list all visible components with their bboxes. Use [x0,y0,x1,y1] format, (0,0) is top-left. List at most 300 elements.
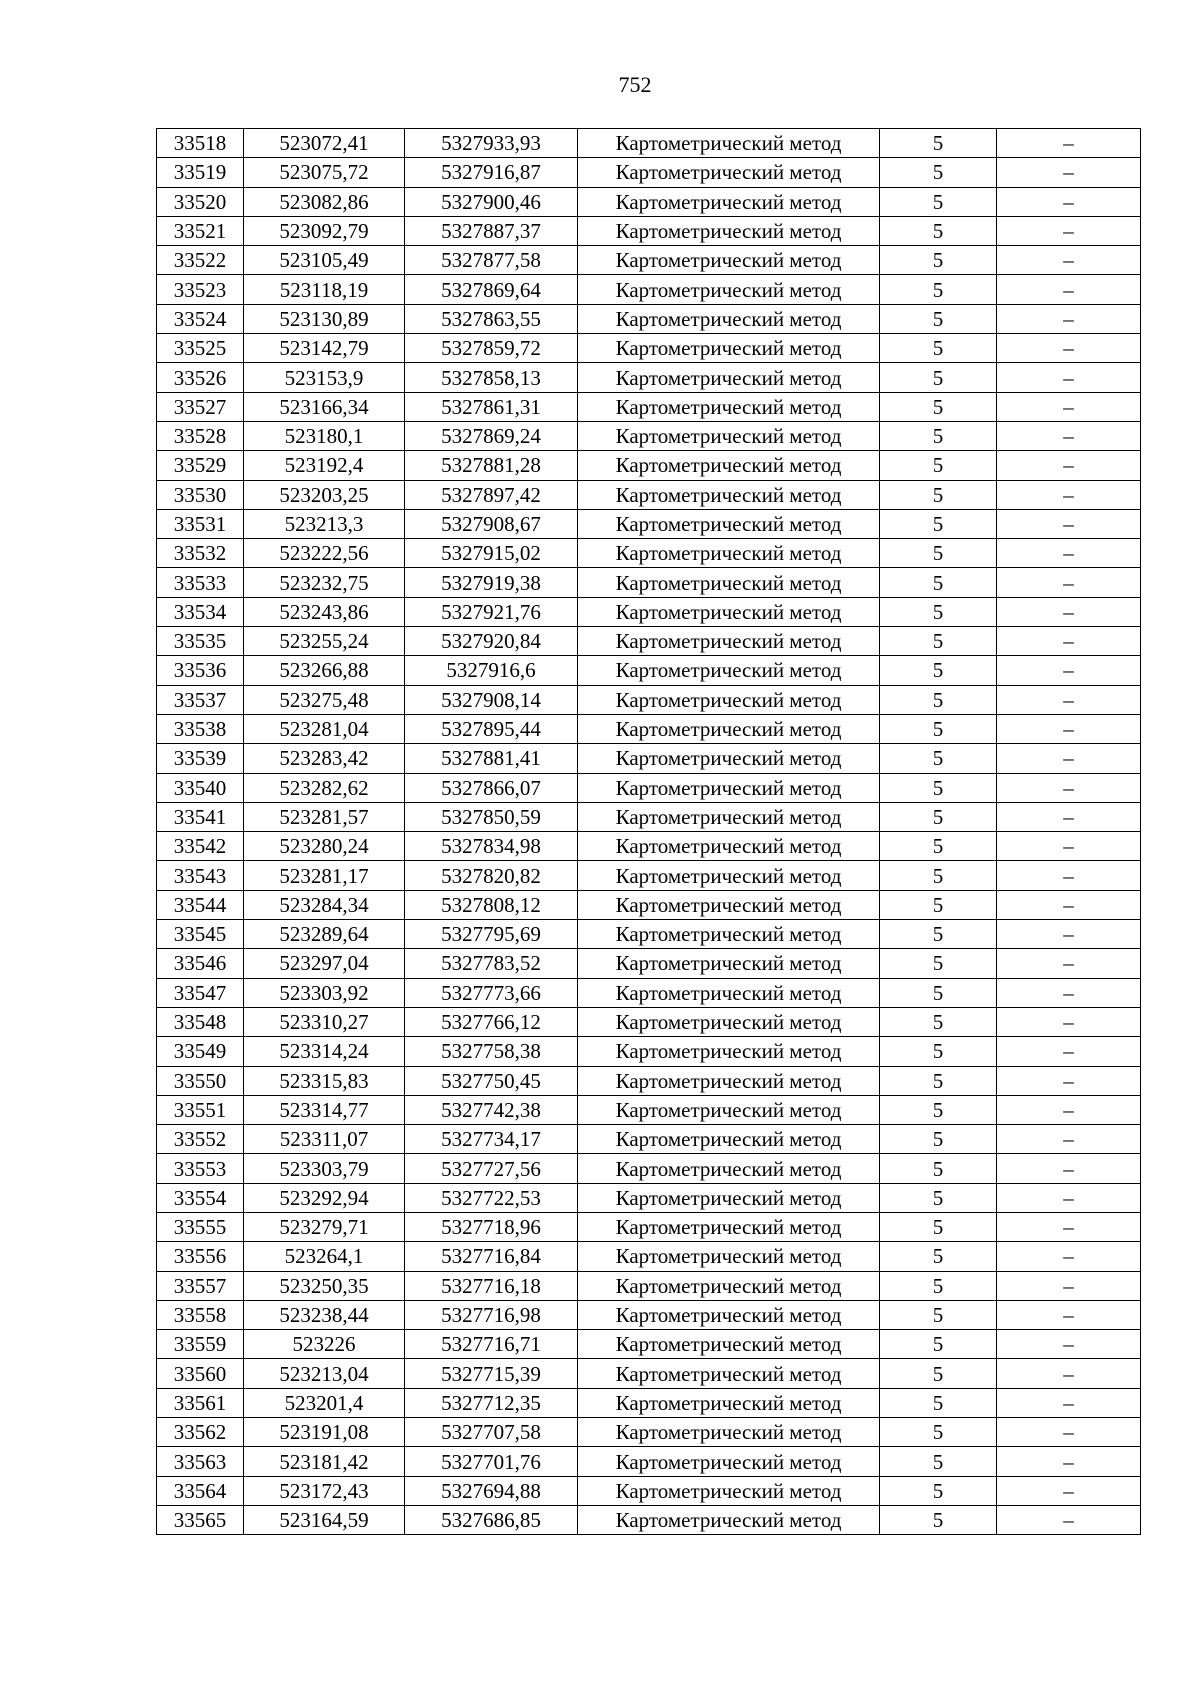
x-coordinate-cell: 523130,89 [244,304,405,333]
y-coordinate-cell: 5327820,82 [405,861,578,890]
table-row [157,1300,1141,1329]
y-coordinate-cell: 5327895,44 [405,714,578,743]
method-cell: Картометрический метод [578,451,880,480]
point-number-cell: 33532 [157,539,244,568]
table-row [157,1388,1141,1417]
x-coordinate-cell: 523105,49 [244,246,405,275]
x-coordinate-cell: 523072,41 [244,129,405,158]
x-coordinate-cell: 523172,43 [244,1476,405,1505]
note-cell: – [997,714,1141,743]
note-cell: – [997,1154,1141,1183]
accuracy-cell: 5 [880,568,997,597]
table-row [157,275,1141,304]
method-cell: Картометрический метод [578,304,880,333]
method-cell: Картометрический метод [578,744,880,773]
method-cell: Картометрический метод [578,890,880,919]
y-coordinate-cell: 5327861,31 [405,392,578,421]
y-coordinate-cell: 5327795,69 [405,920,578,949]
method-cell: Картометрический метод [578,539,880,568]
method-cell: Картометрический метод [578,334,880,363]
table-row [157,627,1141,656]
accuracy-cell: 5 [880,363,997,392]
accuracy-cell: 5 [880,246,997,275]
accuracy-cell: 5 [880,949,997,978]
x-coordinate-cell: 523281,57 [244,802,405,831]
table-row [157,1359,1141,1388]
y-coordinate-cell: 5327863,55 [405,304,578,333]
table-row [157,802,1141,831]
point-number-cell: 33549 [157,1037,244,1066]
x-coordinate-cell: 523303,92 [244,978,405,1007]
note-cell: – [997,802,1141,831]
accuracy-cell: 5 [880,861,997,890]
y-coordinate-cell: 5327859,72 [405,334,578,363]
y-coordinate-cell: 5327916,87 [405,158,578,187]
accuracy-cell: 5 [880,421,997,450]
y-coordinate-cell: 5327919,38 [405,568,578,597]
y-coordinate-cell: 5327686,85 [405,1505,578,1534]
method-cell: Картометрический метод [578,597,880,626]
table-row [157,832,1141,861]
y-coordinate-cell: 5327908,14 [405,685,578,714]
note-cell: – [997,539,1141,568]
accuracy-cell: 5 [880,1183,997,1212]
x-coordinate-cell: 523226 [244,1330,405,1359]
x-coordinate-cell: 523279,71 [244,1212,405,1241]
method-cell: Картометрический метод [578,158,880,187]
accuracy-cell: 5 [880,539,997,568]
method-cell: Картометрический метод [578,685,880,714]
point-number-cell: 33561 [157,1388,244,1417]
method-cell: Картометрический метод [578,1183,880,1212]
y-coordinate-cell: 5327716,71 [405,1330,578,1359]
table-row [157,1095,1141,1124]
table-row [157,949,1141,978]
y-coordinate-cell: 5327900,46 [405,187,578,216]
point-number-cell: 33543 [157,861,244,890]
x-coordinate-cell: 523238,44 [244,1300,405,1329]
method-cell: Картометрический метод [578,1388,880,1417]
point-number-cell: 33560 [157,1359,244,1388]
x-coordinate-cell: 523314,24 [244,1037,405,1066]
table-row [157,1505,1141,1534]
table-row [157,890,1141,919]
note-cell: – [997,656,1141,685]
note-cell: – [997,1212,1141,1241]
point-number-cell: 33548 [157,1007,244,1036]
accuracy-cell: 5 [880,1447,997,1476]
table-row [157,1154,1141,1183]
accuracy-cell: 5 [880,1388,997,1417]
note-cell: – [997,773,1141,802]
table-row [157,773,1141,802]
note-cell: – [997,978,1141,1007]
x-coordinate-cell: 523180,1 [244,421,405,450]
x-coordinate-cell: 523142,79 [244,334,405,363]
method-cell: Картометрический метод [578,509,880,538]
point-number-cell: 33542 [157,832,244,861]
x-coordinate-cell: 523164,59 [244,1505,405,1534]
note-cell: – [997,627,1141,656]
note-cell: – [997,1476,1141,1505]
table-row [157,1066,1141,1095]
accuracy-cell: 5 [880,802,997,831]
point-number-cell: 33525 [157,334,244,363]
note-cell: – [997,1359,1141,1388]
accuracy-cell: 5 [880,920,997,949]
table-row [157,363,1141,392]
accuracy-cell: 5 [880,1418,997,1447]
note-cell: – [997,509,1141,538]
note-cell: – [997,1388,1141,1417]
point-number-cell: 33529 [157,451,244,480]
note-cell: – [997,1271,1141,1300]
method-cell: Картометрический метод [578,802,880,831]
point-number-cell: 33546 [157,949,244,978]
method-cell: Картометрический метод [578,275,880,304]
table-row [157,1125,1141,1154]
point-number-cell: 33520 [157,187,244,216]
method-cell: Картометрический метод [578,1242,880,1271]
y-coordinate-cell: 5327881,28 [405,451,578,480]
accuracy-cell: 5 [880,187,997,216]
point-number-cell: 33521 [157,216,244,245]
y-coordinate-cell: 5327858,13 [405,363,578,392]
point-number-cell: 33545 [157,920,244,949]
method-cell: Картометрический метод [578,949,880,978]
y-coordinate-cell: 5327742,38 [405,1095,578,1124]
point-number-cell: 33564 [157,1476,244,1505]
method-cell: Картометрический метод [578,627,880,656]
note-cell: – [997,744,1141,773]
y-coordinate-cell: 5327881,41 [405,744,578,773]
method-cell: Картометрический метод [578,861,880,890]
note-cell: – [997,920,1141,949]
method-cell: Картометрический метод [578,656,880,685]
point-number-cell: 33556 [157,1242,244,1271]
accuracy-cell: 5 [880,304,997,333]
accuracy-cell: 5 [880,978,997,1007]
table-row [157,1183,1141,1212]
accuracy-cell: 5 [880,685,997,714]
method-cell: Картометрический метод [578,216,880,245]
note-cell: – [997,1418,1141,1447]
point-number-cell: 33540 [157,773,244,802]
note-cell: – [997,597,1141,626]
table-row [157,509,1141,538]
note-cell: – [997,1447,1141,1476]
x-coordinate-cell: 523092,79 [244,216,405,245]
point-number-cell: 33558 [157,1300,244,1329]
accuracy-cell: 5 [880,1359,997,1388]
x-coordinate-cell: 523289,64 [244,920,405,949]
accuracy-cell: 5 [880,890,997,919]
table-row [157,714,1141,743]
method-cell: Картометрический метод [578,714,880,743]
table-row [157,1447,1141,1476]
x-coordinate-cell: 523283,42 [244,744,405,773]
method-cell: Картометрический метод [578,1212,880,1241]
point-number-cell: 33539 [157,744,244,773]
coordinates-table [156,128,1141,1535]
point-number-cell: 33550 [157,1066,244,1095]
note-cell: – [997,832,1141,861]
note-cell: – [997,451,1141,480]
y-coordinate-cell: 5327916,6 [405,656,578,685]
accuracy-cell: 5 [880,1242,997,1271]
accuracy-cell: 5 [880,1007,997,1036]
x-coordinate-cell: 523281,17 [244,861,405,890]
point-number-cell: 33534 [157,597,244,626]
method-cell: Картометрический метод [578,773,880,802]
accuracy-cell: 5 [880,1330,997,1359]
method-cell: Картометрический метод [578,1476,880,1505]
accuracy-cell: 5 [880,480,997,509]
accuracy-cell: 5 [880,129,997,158]
x-coordinate-cell: 523153,9 [244,363,405,392]
y-coordinate-cell: 5327734,17 [405,1125,578,1154]
note-cell: – [997,421,1141,450]
y-coordinate-cell: 5327921,76 [405,597,578,626]
x-coordinate-cell: 523203,25 [244,480,405,509]
point-number-cell: 33530 [157,480,244,509]
method-cell: Картометрический метод [578,978,880,1007]
y-coordinate-cell: 5327915,02 [405,539,578,568]
accuracy-cell: 5 [880,656,997,685]
method-cell: Картометрический метод [578,1330,880,1359]
table-row [157,392,1141,421]
note-cell: – [997,861,1141,890]
y-coordinate-cell: 5327783,52 [405,949,578,978]
accuracy-cell: 5 [880,334,997,363]
table-row [157,246,1141,275]
point-number-cell: 33531 [157,509,244,538]
point-number-cell: 33551 [157,1095,244,1124]
table-row [157,568,1141,597]
method-cell: Картометрический метод [578,832,880,861]
table-row [157,334,1141,363]
note-cell: – [997,1125,1141,1154]
x-coordinate-cell: 523075,72 [244,158,405,187]
point-number-cell: 33524 [157,304,244,333]
method-cell: Картометрический метод [578,1359,880,1388]
point-number-cell: 33562 [157,1418,244,1447]
method-cell: Картометрический метод [578,246,880,275]
note-cell: – [997,1095,1141,1124]
accuracy-cell: 5 [880,714,997,743]
x-coordinate-cell: 523213,04 [244,1359,405,1388]
method-cell: Картометрический метод [578,1271,880,1300]
note-cell: – [997,1300,1141,1329]
y-coordinate-cell: 5327715,39 [405,1359,578,1388]
y-coordinate-cell: 5327920,84 [405,627,578,656]
y-coordinate-cell: 5327727,56 [405,1154,578,1183]
accuracy-cell: 5 [880,1095,997,1124]
accuracy-cell: 5 [880,216,997,245]
y-coordinate-cell: 5327866,07 [405,773,578,802]
note-cell: – [997,685,1141,714]
note-cell: – [997,949,1141,978]
note-cell: – [997,187,1141,216]
x-coordinate-cell: 523181,42 [244,1447,405,1476]
table-row [157,539,1141,568]
table-row [157,597,1141,626]
accuracy-cell: 5 [880,451,997,480]
method-cell: Картометрический метод [578,568,880,597]
point-number-cell: 33537 [157,685,244,714]
y-coordinate-cell: 5327933,93 [405,129,578,158]
point-number-cell: 33519 [157,158,244,187]
table-row [157,920,1141,949]
accuracy-cell: 5 [880,509,997,538]
method-cell: Картометрический метод [578,1125,880,1154]
accuracy-cell: 5 [880,1154,997,1183]
method-cell: Картометрический метод [578,392,880,421]
x-coordinate-cell: 523282,62 [244,773,405,802]
note-cell: – [997,1037,1141,1066]
note-cell: – [997,216,1141,245]
y-coordinate-cell: 5327897,42 [405,480,578,509]
method-cell: Картометрический метод [578,363,880,392]
point-number-cell: 33527 [157,392,244,421]
table-row [157,187,1141,216]
y-coordinate-cell: 5327712,35 [405,1388,578,1417]
x-coordinate-cell: 523310,27 [244,1007,405,1036]
x-coordinate-cell: 523303,79 [244,1154,405,1183]
note-cell: – [997,1505,1141,1534]
table-row [157,1242,1141,1271]
x-coordinate-cell: 523243,86 [244,597,405,626]
table-row [157,1476,1141,1505]
note-cell: – [997,363,1141,392]
point-number-cell: 33552 [157,1125,244,1154]
table-row [157,744,1141,773]
y-coordinate-cell: 5327716,84 [405,1242,578,1271]
accuracy-cell: 5 [880,1476,997,1505]
table-row [157,451,1141,480]
method-cell: Картометрический метод [578,1447,880,1476]
x-coordinate-cell: 523275,48 [244,685,405,714]
y-coordinate-cell: 5327766,12 [405,1007,578,1036]
accuracy-cell: 5 [880,275,997,304]
point-number-cell: 33553 [157,1154,244,1183]
note-cell: – [997,480,1141,509]
point-number-cell: 33544 [157,890,244,919]
point-number-cell: 33563 [157,1447,244,1476]
method-cell: Картометрический метод [578,1095,880,1124]
accuracy-cell: 5 [880,832,997,861]
method-cell: Картометрический метод [578,1418,880,1447]
y-coordinate-cell: 5327834,98 [405,832,578,861]
point-number-cell: 33547 [157,978,244,1007]
x-coordinate-cell: 523201,4 [244,1388,405,1417]
y-coordinate-cell: 5327850,59 [405,802,578,831]
x-coordinate-cell: 523315,83 [244,1066,405,1095]
accuracy-cell: 5 [880,773,997,802]
note-cell: – [997,246,1141,275]
table-row [157,1007,1141,1036]
method-cell: Картометрический метод [578,920,880,949]
point-number-cell: 33518 [157,129,244,158]
x-coordinate-cell: 523292,94 [244,1183,405,1212]
x-coordinate-cell: 523118,19 [244,275,405,304]
point-number-cell: 33565 [157,1505,244,1534]
note-cell: – [997,392,1141,421]
x-coordinate-cell: 523192,4 [244,451,405,480]
x-coordinate-cell: 523250,35 [244,1271,405,1300]
point-number-cell: 33535 [157,627,244,656]
y-coordinate-cell: 5327773,66 [405,978,578,1007]
accuracy-cell: 5 [880,597,997,626]
point-number-cell: 33533 [157,568,244,597]
accuracy-cell: 5 [880,627,997,656]
page-number: 752 [618,72,652,97]
point-number-cell: 33557 [157,1271,244,1300]
coordinates-table-body [157,129,1141,1535]
y-coordinate-cell: 5327869,64 [405,275,578,304]
y-coordinate-cell: 5327707,58 [405,1418,578,1447]
table-row [157,1271,1141,1300]
note-cell: – [997,890,1141,919]
y-coordinate-cell: 5327887,37 [405,216,578,245]
y-coordinate-cell: 5327908,67 [405,509,578,538]
table-row [157,1330,1141,1359]
point-number-cell: 33555 [157,1212,244,1241]
x-coordinate-cell: 523281,04 [244,714,405,743]
y-coordinate-cell: 5327750,45 [405,1066,578,1095]
accuracy-cell: 5 [880,1271,997,1300]
point-number-cell: 33526 [157,363,244,392]
method-cell: Картометрический метод [578,421,880,450]
note-cell: – [997,129,1141,158]
table-row [157,685,1141,714]
table-row [157,421,1141,450]
x-coordinate-cell: 523266,88 [244,656,405,685]
x-coordinate-cell: 523082,86 [244,187,405,216]
note-cell: – [997,1242,1141,1271]
accuracy-cell: 5 [880,392,997,421]
y-coordinate-cell: 5327718,96 [405,1212,578,1241]
accuracy-cell: 5 [880,1037,997,1066]
x-coordinate-cell: 523297,04 [244,949,405,978]
accuracy-cell: 5 [880,1212,997,1241]
method-cell: Картометрический метод [578,1066,880,1095]
point-number-cell: 33522 [157,246,244,275]
x-coordinate-cell: 523191,08 [244,1418,405,1447]
table-row [157,129,1141,158]
method-cell: Картометрический метод [578,1007,880,1036]
point-number-cell: 33554 [157,1183,244,1212]
y-coordinate-cell: 5327716,18 [405,1271,578,1300]
note-cell: – [997,1330,1141,1359]
y-coordinate-cell: 5327694,88 [405,1476,578,1505]
point-number-cell: 33541 [157,802,244,831]
y-coordinate-cell: 5327722,53 [405,1183,578,1212]
y-coordinate-cell: 5327758,38 [405,1037,578,1066]
accuracy-cell: 5 [880,1505,997,1534]
y-coordinate-cell: 5327808,12 [405,890,578,919]
note-cell: – [997,334,1141,363]
y-coordinate-cell: 5327716,98 [405,1300,578,1329]
point-number-cell: 33536 [157,656,244,685]
method-cell: Картометрический метод [578,1505,880,1534]
note-cell: – [997,275,1141,304]
table-row [157,656,1141,685]
x-coordinate-cell: 523314,77 [244,1095,405,1124]
note-cell: – [997,1007,1141,1036]
x-coordinate-cell: 523255,24 [244,627,405,656]
method-cell: Картометрический метод [578,1037,880,1066]
